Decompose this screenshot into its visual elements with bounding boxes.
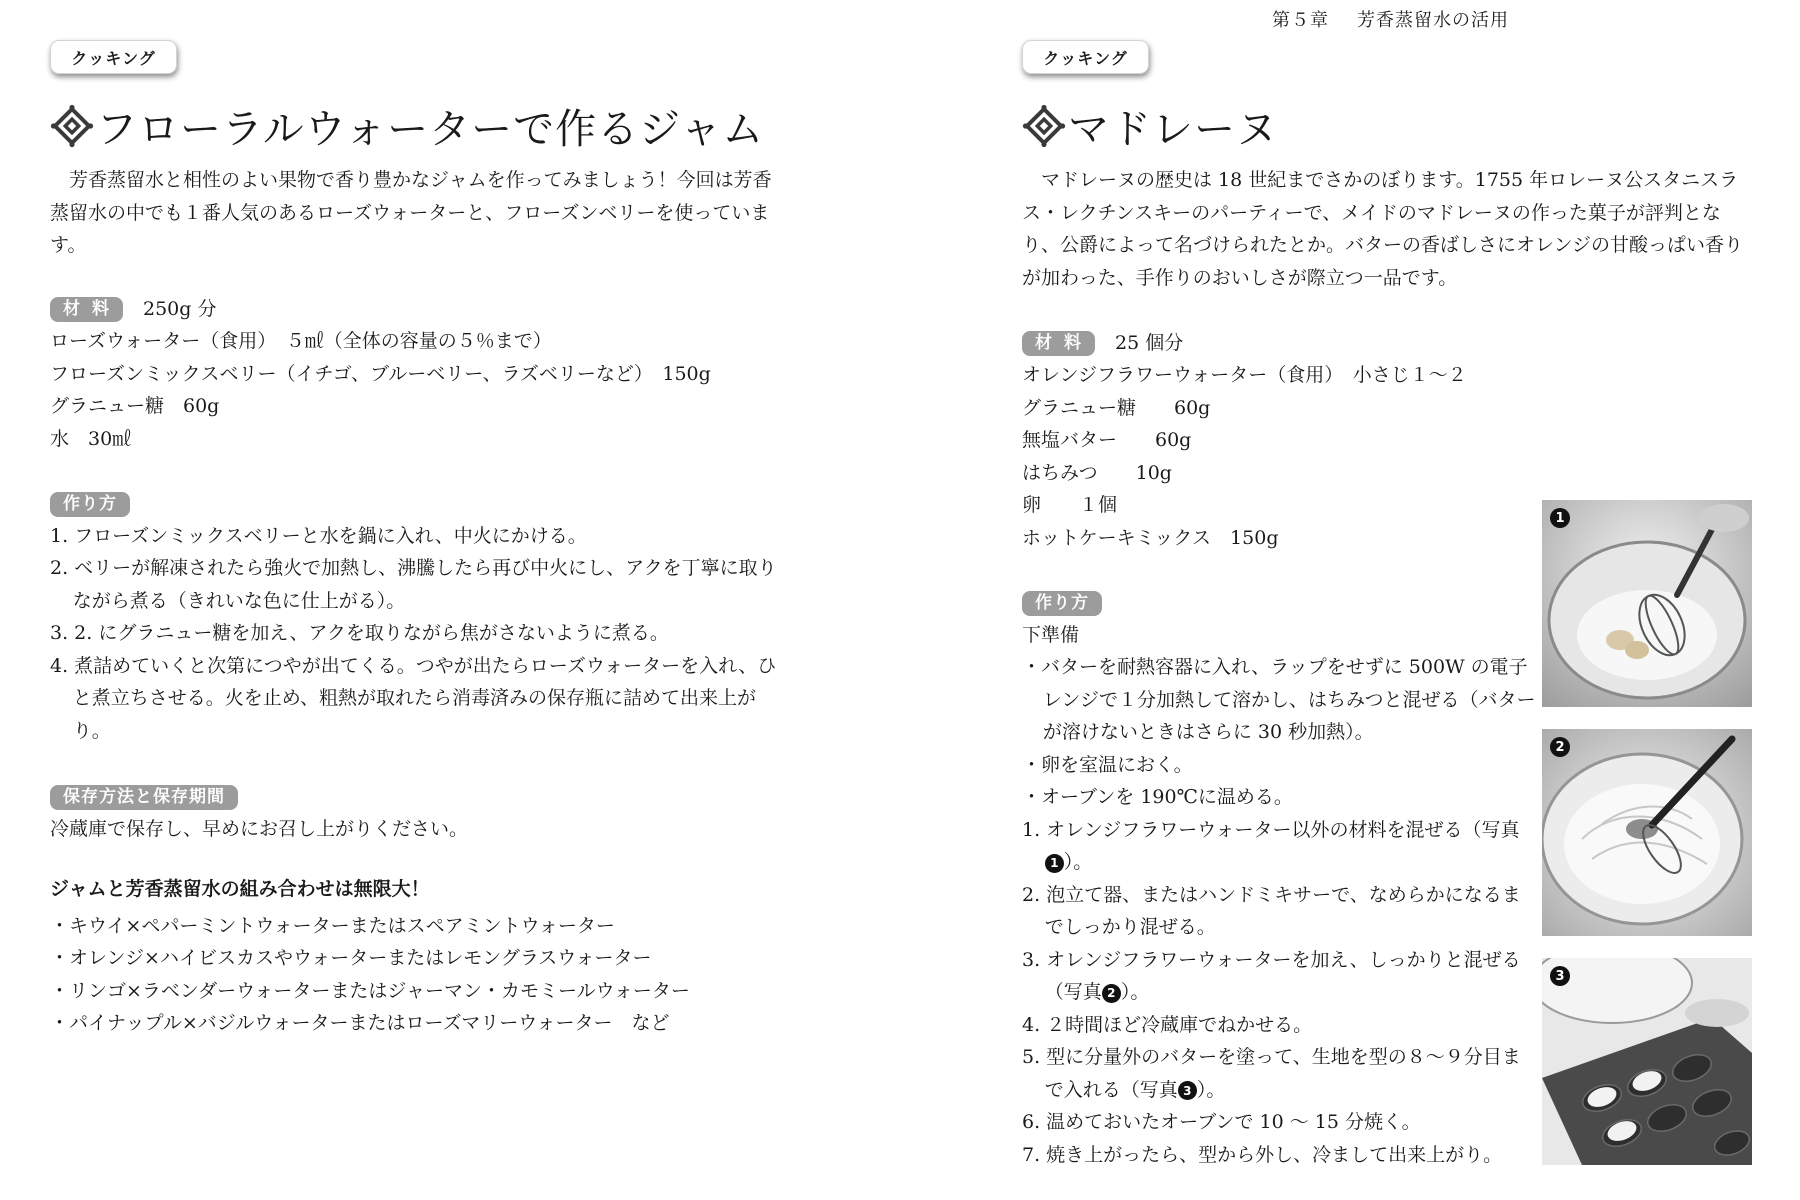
recipe-title-text: マドレーヌ	[1068, 105, 1278, 153]
prep-item: ・卵を室温におく。	[1022, 753, 1193, 776]
method-step: 5. 型に分量外のバターを塗って、生地を型の８～９分目まで入れる（写真 3 ）。	[1022, 1046, 1521, 1101]
step-photo-3	[1542, 958, 1752, 1165]
method-step: 7. 焼き上がったら、型から外し、冷まして出来上がり。	[1022, 1143, 1503, 1166]
prep-item: ・オーブンを 190℃に温める。	[1022, 786, 1293, 808]
method-section	[50, 487, 790, 747]
ingredient-item: 水 30㎖	[50, 427, 132, 450]
intro-text: 芳香蒸留水と相性のよい果物で香り豊かなジャムを作ってみましょう！今回は芳香蒸留水の中でも１番人気のあるローズウォーターと、フローズンベリーを使っています。	[50, 169, 772, 256]
ingredients-section	[1022, 326, 1522, 554]
ingredient-item: フローズンミックスベリー（イチゴ、ブルーベリー、ラズベリーなど） 150g	[50, 362, 711, 385]
step-photo-2	[1542, 729, 1752, 936]
ingredient-item: 卵 １個	[1022, 494, 1118, 517]
storage-text: 冷蔵庫で保存し、早めにお召し上がりください。	[50, 817, 469, 840]
storage-section	[50, 780, 790, 845]
method-step: 2. ベリーが解凍されたら強火で加熱し、沸騰したら再び中火にし、アクを丁寧に取りながら煮る（きれいな色に仕上がる）。	[50, 557, 777, 612]
ingredient-item: 無塩バター 60g	[1022, 429, 1192, 452]
intro-text: マドレーヌの歴史は 18 世紀までさかのぼります。1755 年ロレーヌ公スタニスラス・レクチンスキーのパーティーで、メイドのマドレーヌの作った菓子が評判となり、公爵によって名づけられたとか。バターの香ばしさにオレンジの甘酸っぱい香りが加わった、手作りのおいしさが際立つ一品です。	[1022, 169, 1744, 289]
method-step: 3. 2. にグラニュー糖を加え、アクを取りながら焦がさないように煮る。	[50, 622, 669, 644]
ingredients-label: 材料	[1022, 331, 1095, 356]
combo-item: ・リンゴ×ラベンダーウォーターまたはジャーマン・カモミールウォーター	[50, 979, 690, 1002]
method-section	[1022, 586, 1537, 1171]
ingredient-item: ローズウォーター（食用） ５㎖（全体の容量の５％まで）	[50, 330, 552, 353]
prep-heading: 下準備	[1022, 623, 1080, 646]
chapter-title: 芳香蒸留水の活用	[1357, 10, 1509, 31]
ingredient-item: オレンジフラワーウォーター（食用） 小さじ１～２	[1022, 364, 1467, 387]
photo-number: 1	[1550, 508, 1570, 528]
method-step: 3. オレンジフラワーウォーターを加え、しっかりと混ぜる（写真 2 ）。	[1022, 948, 1521, 1003]
method-step: 4. 煮詰めていくと次第につやが出てくる。つやが出たらローズウォーターを入れ、ひと煮立ちさせる。火を止め、粗熱が取れたら消毒済みの保存瓶に詰めて出来上がり。	[50, 654, 777, 742]
recipe-title	[50, 96, 764, 155]
photo-number: 3	[1550, 966, 1570, 986]
batter-spoon-image	[1542, 729, 1752, 936]
category-tag: クッキング	[50, 40, 177, 74]
combo-item: ・キウイ×ペパーミントウォーターまたはスペアミントウォーター	[50, 914, 615, 937]
combo-section	[50, 873, 810, 1040]
step-photo-1	[1542, 500, 1752, 707]
photo-ref-1-icon: 1	[1045, 854, 1064, 873]
photo-ref-3-icon: 3	[1178, 1081, 1197, 1100]
method-step: 2. 泡立て器、またはハンドミキサーで、なめらかになるまでしっかり混ぜる。	[1022, 883, 1521, 938]
ingredients-section	[50, 292, 810, 455]
ornament-icon	[50, 104, 94, 148]
recipe-title-text: フローラルウォーターで作るジャム	[96, 105, 765, 153]
category-tag: クッキング	[1022, 40, 1149, 74]
recipe-title	[1022, 96, 1278, 155]
combo-item: ・オレンジ×ハイビスカスやウォーターまたはレモングラスウォーター	[50, 947, 652, 969]
ingredient-item: ホットケーキミックス 150g	[1022, 526, 1279, 549]
mixing-bowl-flour-image	[1542, 500, 1752, 707]
ingredients-label: 材料	[50, 297, 123, 322]
prep-item: ・バターを耐熱容器に入れ、ラップをせずに 500W の電子レンジで１分加熱して溶かし、はちみつと混ぜる（バターが溶けないときはさらに 30 秒加熱）。	[1022, 656, 1536, 743]
photo-number: 2	[1550, 737, 1570, 757]
ingredient-item: はちみつ 10g	[1022, 461, 1172, 484]
yield-text: 25 個分	[1115, 331, 1184, 354]
left-page	[50, 0, 810, 1200]
method-step: 1. オレンジフラワーウォーター以外の材料を混ぜる（写真1 ）。	[1022, 818, 1520, 873]
chapter-number: 第５章	[1272, 10, 1329, 31]
method-step: 6. 温めておいたオーブンで 10 ～ 15 分焼く。	[1022, 1111, 1421, 1133]
method-label: 作り方	[50, 492, 130, 517]
method-step: 1. フローズンミックスベリーと水を鍋に入れ、中火にかける。	[50, 524, 587, 547]
ingredient-item: グラニュー糖 60g	[1022, 396, 1211, 419]
method-step: 4. ２時間ほど冷蔵庫でねかせる。	[1022, 1013, 1313, 1036]
method-label: 作り方	[1022, 591, 1102, 616]
combo-item: ・パイナップル×バジルウォーターまたはローズマリーウォーター など	[50, 1012, 670, 1034]
madeleine-pan-image	[1542, 958, 1752, 1165]
right-page	[1022, 0, 1762, 1200]
ornament-icon	[1022, 104, 1066, 148]
combo-heading: ジャムと芳香蒸留水の組み合わせは無限大！	[50, 878, 430, 900]
running-head	[1272, 6, 1509, 32]
ingredient-item: グラニュー糖 60g	[50, 395, 220, 418]
storage-label: 保存方法と保存期間	[50, 785, 238, 810]
yield-text: 250g 分	[143, 297, 217, 320]
photo-ref-2-icon: 2	[1102, 984, 1121, 1003]
